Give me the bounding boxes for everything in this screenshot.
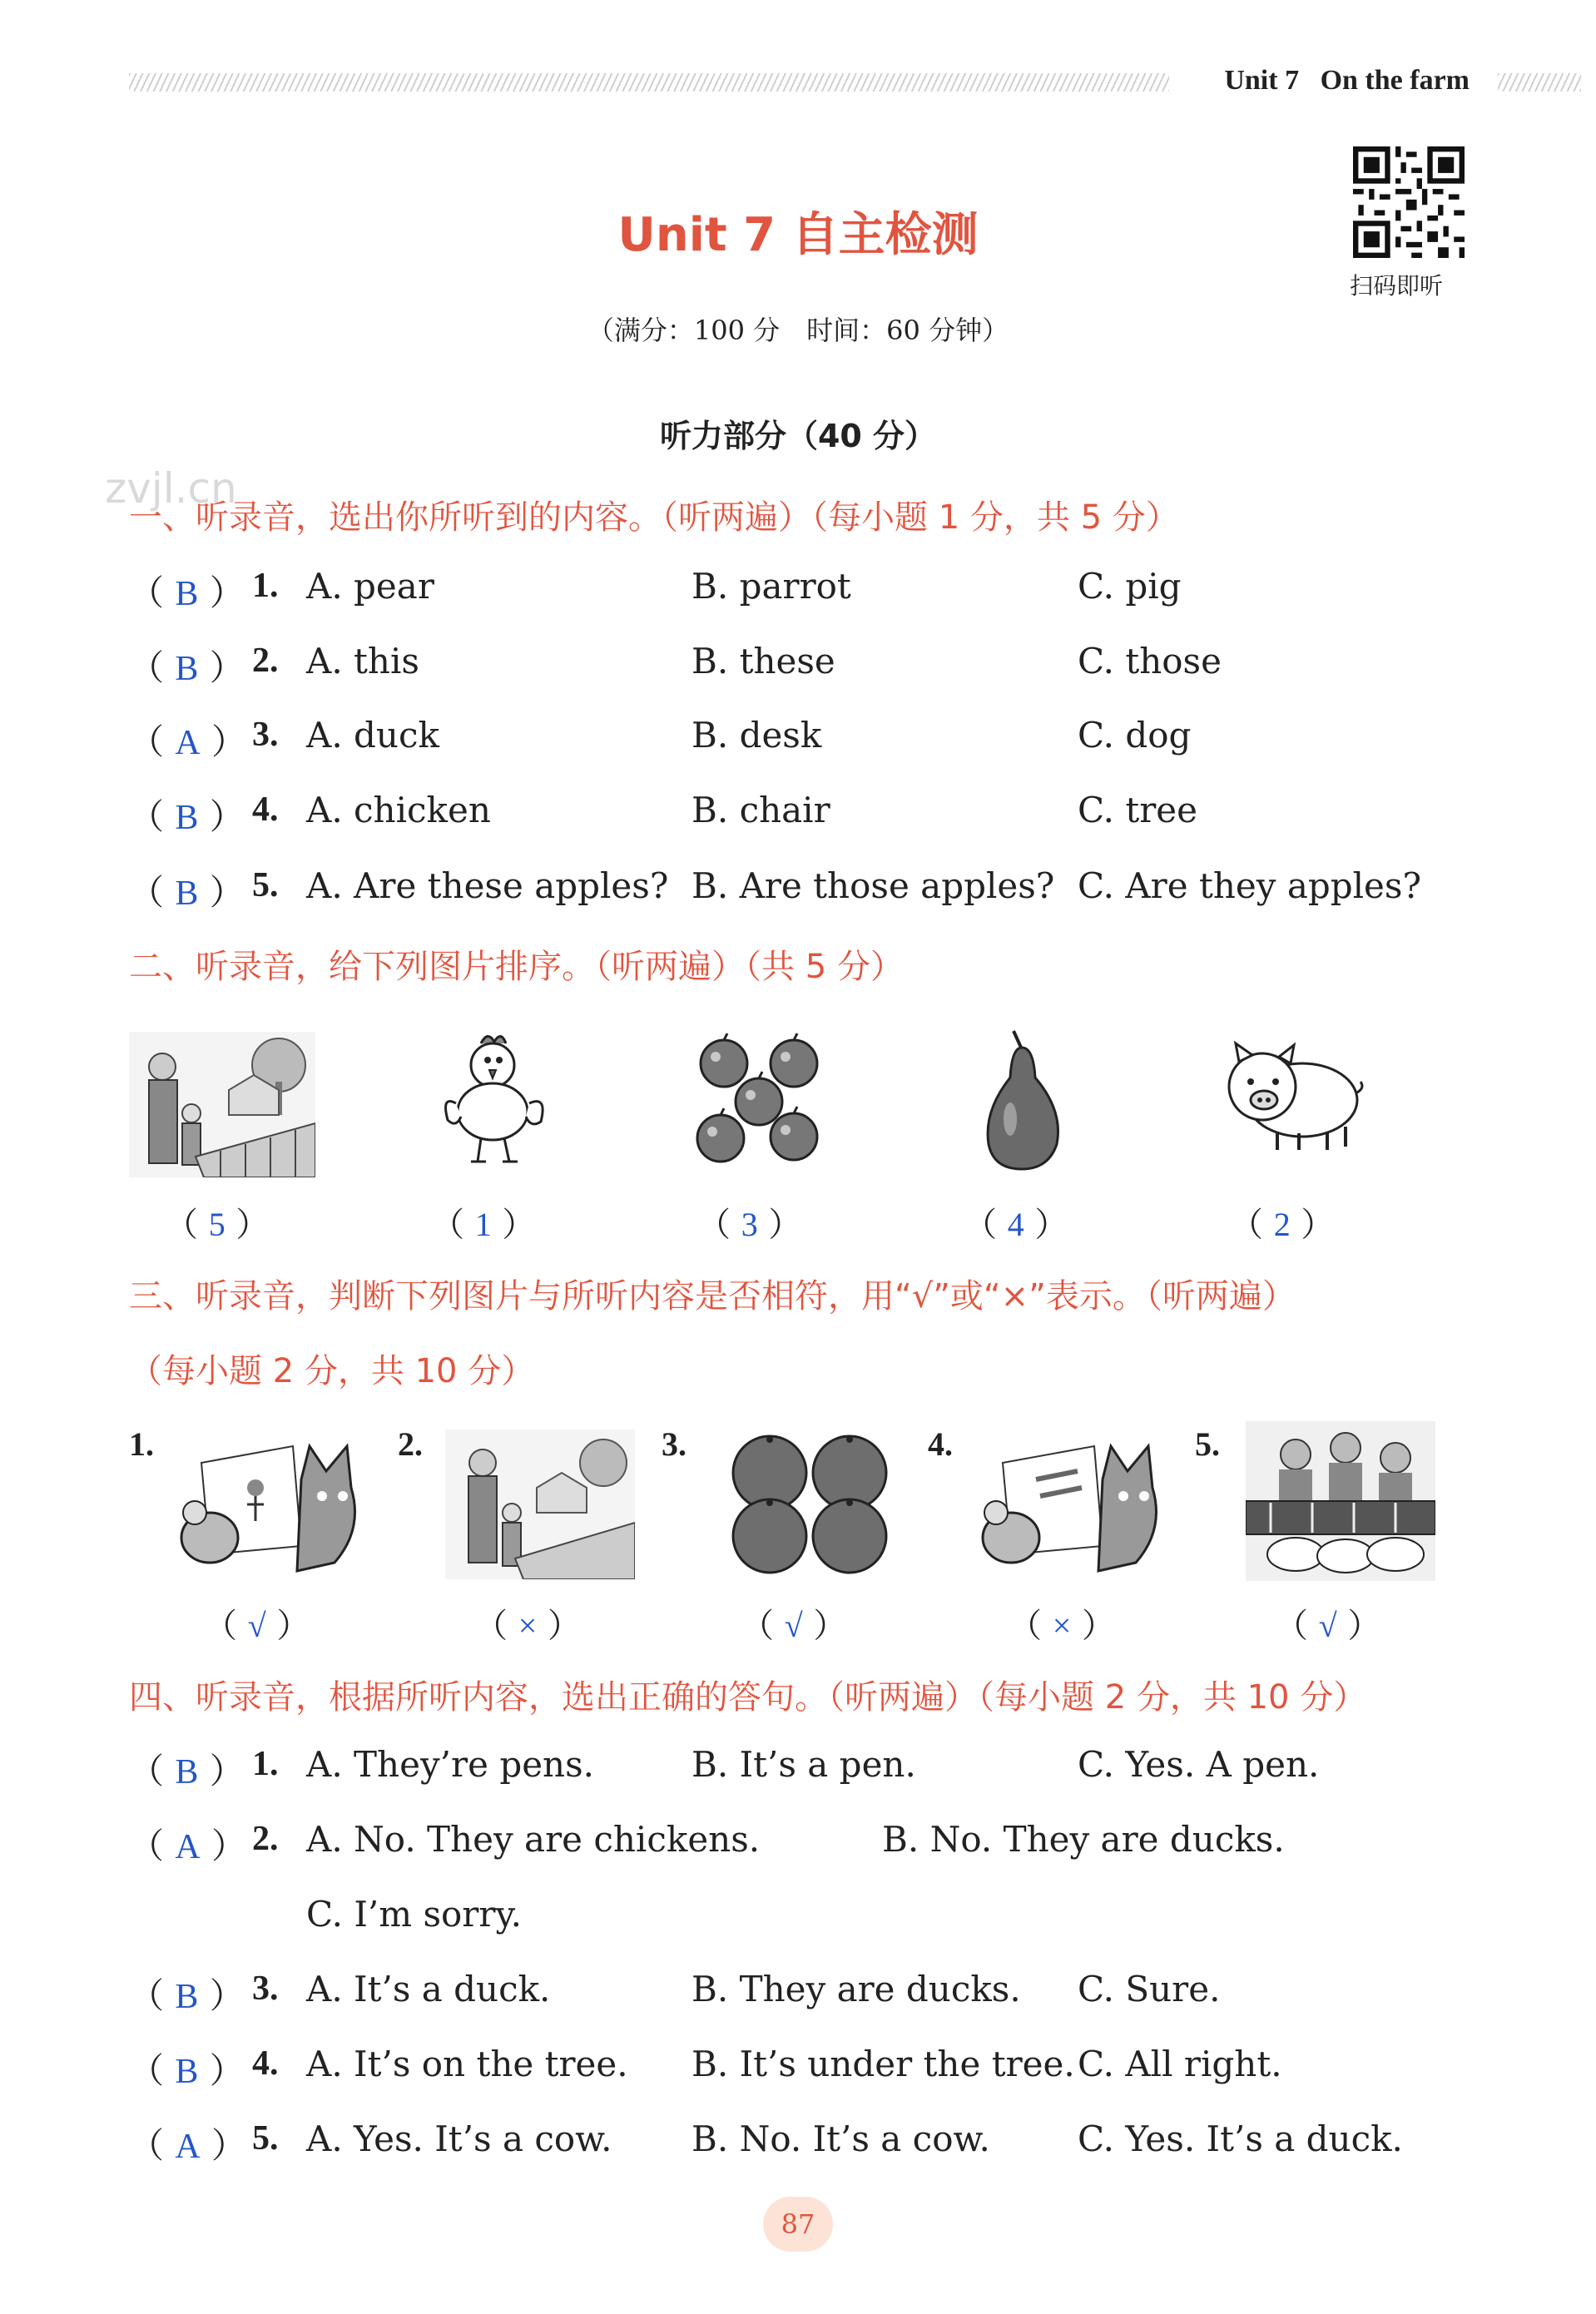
picture-answer: （ 4 ） — [964, 1206, 1068, 1244]
qr-label: 扫码即听 — [1350, 272, 1444, 300]
option-a[interactable]: A. Yes. It’s a cow. — [306, 2118, 612, 2159]
question-number: 2. — [252, 642, 279, 680]
option-c[interactable]: C. dog — [1078, 715, 1192, 756]
option-c[interactable]: C. I’m sorry. — [306, 1894, 522, 1935]
option-b[interactable]: B. They are ducks. — [691, 1969, 1021, 2009]
picture-answer: （ √ ） — [204, 1607, 310, 1645]
option-c[interactable]: C. Yes. A pen. — [1078, 1744, 1320, 1785]
option-a[interactable]: A. chicken — [306, 790, 491, 830]
answer[interactable]: B — [175, 2053, 199, 2091]
question-number: 4. — [252, 790, 279, 829]
question-number: 5. — [252, 2119, 279, 2158]
picture-answer: （ × ） — [1009, 1607, 1115, 1645]
option-b[interactable]: B. No. They are ducks. — [882, 1819, 1285, 1860]
section-4-title: 四、听录音，根据所听内容，选出正确的答句。（听两遍）（每小题 2 分，共 10 分） — [129, 1678, 1367, 1717]
answer[interactable]: B — [175, 650, 199, 688]
part-title: 听力部分（40 分） — [659, 418, 937, 454]
option-a[interactable]: A. They’re pens. — [306, 1744, 595, 1785]
picture-answer: （ √ ） — [1275, 1607, 1381, 1645]
answer[interactable]: A — [175, 1828, 201, 1866]
header-decoration-right — [1498, 73, 1581, 92]
option-b[interactable]: B. It’s under the tree. — [691, 2044, 1075, 2084]
option-b[interactable]: B. chair — [691, 790, 830, 830]
answer[interactable]: B — [175, 575, 199, 613]
answer[interactable]: B — [175, 875, 199, 913]
watermark: zvjl.cn — [105, 464, 237, 513]
answer[interactable]: B — [175, 1978, 199, 2016]
apples-picture — [691, 1032, 829, 1169]
section-3-title: 三、听录音，判断下列图片与所听内容是否相符，用“√”或“×”表示。（听两遍） — [129, 1277, 1296, 1316]
option-b[interactable]: B. No. It’s a cow. — [691, 2118, 990, 2159]
option-a[interactable]: A. No. They are chickens. — [306, 1819, 761, 1860]
picture-answer: （ 5 ） — [165, 1206, 270, 1244]
page-number: 87 — [763, 2197, 833, 2252]
chicken-picture — [439, 1028, 551, 1166]
answer[interactable]: B — [175, 799, 199, 837]
header-topic: On the farm — [1320, 65, 1470, 96]
picture-answer: （ √ ） — [741, 1607, 847, 1645]
option-b[interactable]: B. Are those apples? — [691, 865, 1055, 906]
farm-scene-picture — [129, 1032, 315, 1177]
option-c[interactable]: C. tree — [1078, 790, 1198, 830]
option-a[interactable]: A. this — [306, 641, 419, 681]
option-c[interactable]: C. All right. — [1078, 2044, 1282, 2084]
option-b[interactable]: B. It’s a pen. — [691, 1744, 916, 1785]
cat-mouse-picture — [176, 1430, 366, 1579]
picture-number: 2. — [398, 1425, 423, 1463]
header-decoration-left — [129, 73, 1169, 92]
option-c[interactable]: C. Yes. It’s a duck. — [1078, 2118, 1403, 2159]
picture-answer: （ 3 ） — [697, 1206, 802, 1244]
option-c[interactable]: C. Sure. — [1078, 1969, 1221, 2009]
question-number: 4. — [252, 2044, 279, 2083]
page-title: Unit 7 自主检测 — [617, 208, 979, 262]
farm-scene-picture — [445, 1430, 635, 1579]
picture-number: 4. — [928, 1425, 953, 1463]
pig-picture — [1219, 1040, 1365, 1153]
section-2-title: 二、听录音，给下列图片排序。（听两遍）（共 5 分） — [129, 948, 904, 986]
section-3-title-line2: （每小题 2 分，共 10 分） — [129, 1352, 535, 1390]
answer[interactable]: B — [175, 1753, 199, 1791]
option-c[interactable]: C. Are they apples? — [1078, 865, 1421, 906]
cat-mouse-pens-picture — [978, 1430, 1167, 1579]
picture-answer: （ 1 ） — [431, 1206, 536, 1244]
option-a[interactable]: A. It’s on the tree. — [306, 2044, 628, 2084]
option-a[interactable]: A. duck — [306, 715, 439, 756]
picture-answer: （ × ） — [474, 1607, 581, 1645]
option-a[interactable]: A. It’s a duck. — [306, 1969, 551, 2009]
score-time-info: （满分：100 分 时间：60 分钟） — [587, 315, 1009, 346]
running-header — [1224, 65, 1470, 97]
answer[interactable]: A — [175, 724, 201, 762]
question-number: 5. — [252, 866, 279, 904]
section-1-title: 一、听录音，选出你所听到的内容。（听两遍）（每小题 1 分，共 5 分） — [129, 498, 1179, 537]
question-number: 2. — [252, 1820, 279, 1858]
picture-answer: （ 2 ） — [1230, 1206, 1335, 1244]
oranges-picture — [726, 1433, 893, 1576]
option-b[interactable]: B. desk — [691, 715, 822, 756]
question-number: 1. — [252, 1745, 279, 1783]
picture-number: 3. — [662, 1425, 686, 1463]
question-number: 3. — [252, 1970, 279, 2008]
option-c[interactable]: C. those — [1078, 641, 1222, 681]
answer[interactable]: A — [175, 2128, 201, 2166]
option-c[interactable]: C. pig — [1078, 566, 1182, 607]
question-number: 1. — [252, 567, 279, 605]
option-a[interactable]: A. Are these apples? — [306, 865, 669, 906]
option-b[interactable]: B. these — [691, 641, 835, 681]
header-unit: Unit 7 — [1224, 65, 1300, 96]
pigs-in-pen-picture — [1246, 1421, 1435, 1581]
question-number: 3. — [252, 716, 279, 754]
option-b[interactable]: B. parrot — [691, 566, 851, 607]
option-a[interactable]: A. pear — [306, 566, 434, 607]
picture-number: 5. — [1195, 1425, 1220, 1463]
pear-picture — [982, 1028, 1065, 1171]
picture-number: 1. — [129, 1425, 154, 1463]
